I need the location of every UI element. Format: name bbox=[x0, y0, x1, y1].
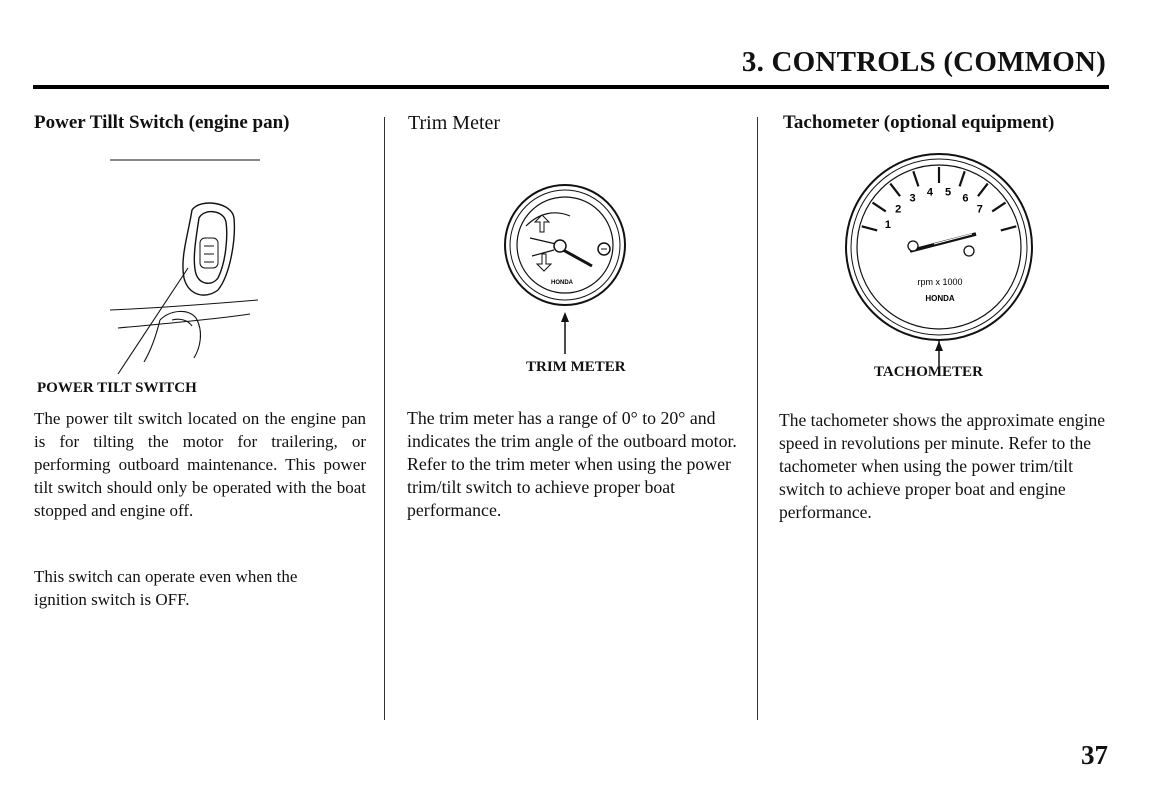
tachometer-tick bbox=[960, 171, 965, 186]
tachometer-tick bbox=[992, 203, 1005, 212]
page-number: 37 bbox=[1081, 740, 1108, 770]
tachometer-tick bbox=[913, 171, 918, 186]
tachometer-tick bbox=[862, 226, 877, 230]
tachometer-scale bbox=[862, 167, 1017, 231]
tachometer-tick bbox=[1001, 226, 1016, 230]
trim-meter-caption: TRIM METER bbox=[526, 359, 626, 375]
tachometer-unit-label: rpm x 1000 bbox=[917, 277, 963, 287]
column-divider-1 bbox=[384, 117, 385, 720]
tachometer-tick-label: 6 bbox=[962, 192, 969, 205]
tachometer-adjust-screw bbox=[964, 246, 974, 256]
power-tilt-heading: Power Tillt Switch (engine pan) bbox=[34, 112, 290, 133]
power-tilt-note: This switch can operate even when the ignition switch is OFF. bbox=[34, 567, 298, 609]
section-title: 3. CONTROLS (COMMON) bbox=[741, 46, 1106, 78]
tachometer-tick-label: 1 bbox=[884, 218, 892, 231]
power-tilt-caption: POWER TILT SWITCH bbox=[37, 380, 197, 396]
finger-icon bbox=[144, 311, 200, 362]
trim-pivot bbox=[554, 240, 566, 252]
tachometer-description: The tachometer shows the approximate engine speed in revolutions per minute. Refer to the tachometer when using the power trim/tilt switch to achieve proper boat and engine performance. bbox=[779, 410, 1106, 522]
leader-line bbox=[118, 268, 188, 374]
tachometer-heading: Tachometer (optional equipment) bbox=[783, 112, 1055, 133]
column-divider-2 bbox=[757, 117, 758, 720]
trim-meter-heading: Trim Meter bbox=[408, 112, 501, 134]
tachometer-tick-label: 4 bbox=[926, 186, 933, 199]
power-tilt-description: The power tilt switch located on the engine pan is for tilting the motor for trailering, or performing outboard maintenance. This power tilt switch should only be operated with the boat stopped and engine off. bbox=[34, 409, 366, 520]
tachometer-pivot bbox=[908, 241, 918, 251]
trim-meter-brand: HONDA bbox=[551, 280, 573, 286]
header-rule bbox=[33, 85, 1109, 89]
tachometer-illustration bbox=[844, 143, 1034, 371]
engine-pan-outline bbox=[110, 300, 258, 328]
tachometer-tick-label: 2 bbox=[895, 203, 902, 216]
tachometer-tick bbox=[872, 203, 885, 212]
trim-meter-illustration bbox=[500, 182, 630, 362]
trim-meter-description: The trim meter has a range of 0° to 20° and indicates the trim angle of the outboard motor. Refer to the trim meter when using the power trim/tilt switch to achieve proper boat performance. bbox=[407, 408, 737, 520]
tachometer-brand: HONDA bbox=[925, 294, 955, 303]
tilt-switch-button bbox=[200, 238, 218, 268]
tachometer-tick bbox=[890, 184, 900, 197]
tachometer-tick-label: 7 bbox=[976, 203, 983, 216]
tachometer-caption: TACHOMETER bbox=[874, 364, 983, 380]
power-tilt-switch-illustration bbox=[100, 150, 300, 380]
trim-down-arrow-icon bbox=[537, 254, 551, 271]
tachometer-tick-label: 5 bbox=[945, 186, 952, 199]
tachometer-tick bbox=[978, 184, 988, 197]
tachometer-tick-label: 3 bbox=[909, 192, 916, 205]
